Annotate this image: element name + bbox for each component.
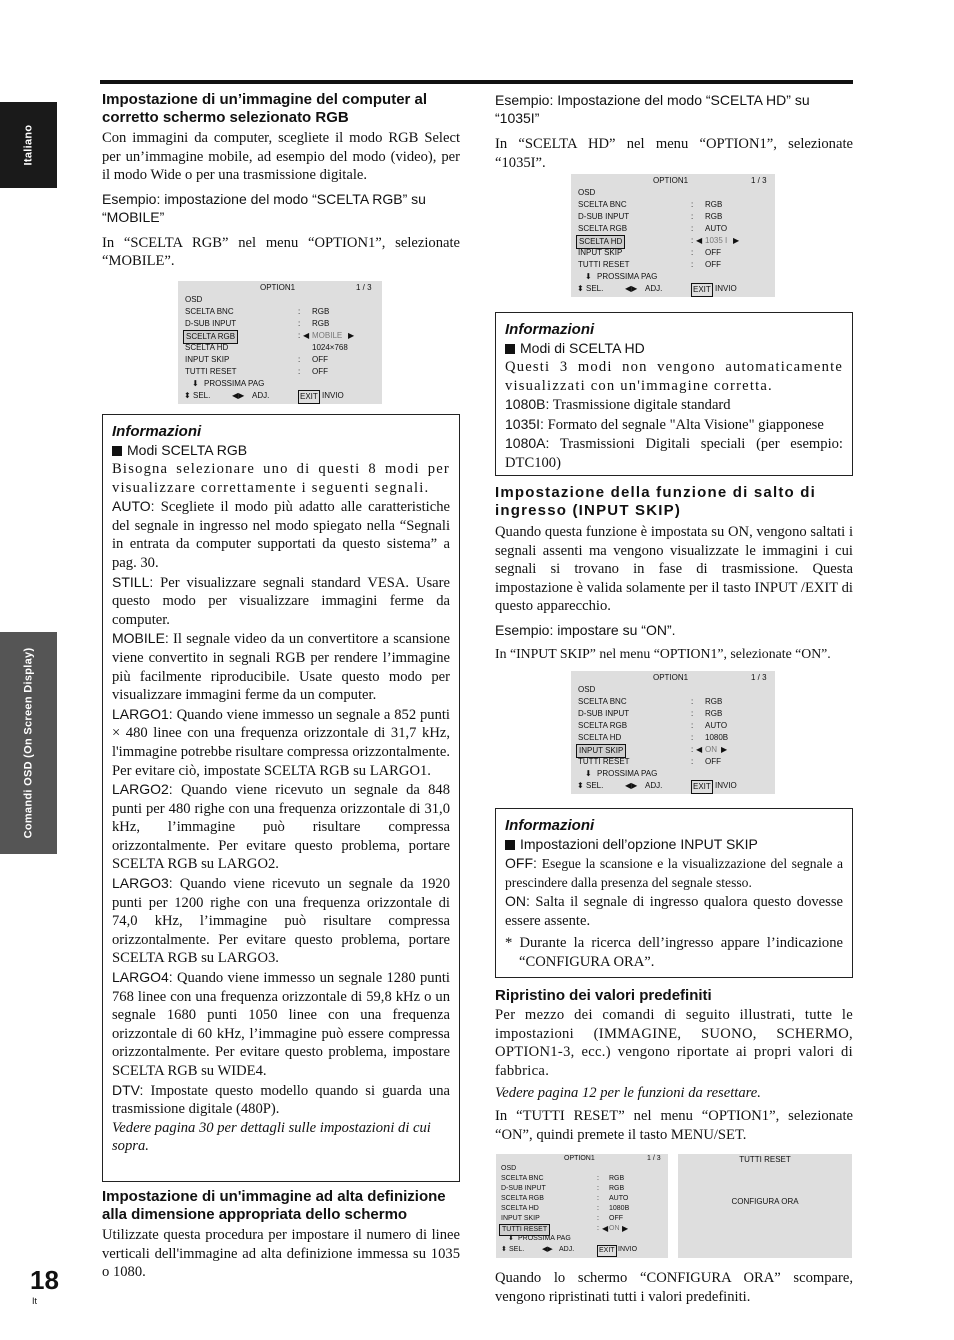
osd-colon: : xyxy=(691,224,694,233)
osd-value: 1080B xyxy=(705,733,729,742)
osd-value: OFF xyxy=(609,1215,623,1222)
right-arrow-icon: ▶ xyxy=(622,1224,629,1233)
osd-label: SCELTA HD xyxy=(578,733,622,742)
info-note: * Durante la ricerca dell’ingresso appare l’indicazione “CONFIGURA ORA”. xyxy=(505,935,843,970)
info-intro: Questi 3 modi non vengono automaticamente visualizzati con un'immagine corretta. xyxy=(505,359,843,394)
para-reset-ref: Vedere pagina 12 per le funzioni da resettare. xyxy=(495,1085,761,1102)
down-arrow-icon: ⬇ xyxy=(192,379,199,388)
info-subtitle: Modi SCELTA RGB xyxy=(127,442,248,458)
right-column-final xyxy=(495,1269,853,1306)
osd-colon: : xyxy=(597,1215,599,1222)
osd-value: 1024×768 xyxy=(312,343,348,352)
osd-item-osd: OSD xyxy=(501,1165,517,1172)
heading-rgb-select: Impostazione di un’immagine del computer al corretto schermo selezionato RGB xyxy=(102,91,428,126)
osd-value: RGB xyxy=(705,709,723,718)
osd-colon: : xyxy=(691,721,694,730)
osd-label-selected[interactable]: INPUT SKIP xyxy=(576,744,626,758)
osd-colon: : xyxy=(691,745,694,754)
info-item-1035i xyxy=(505,415,843,435)
info-note: Vedere pagina 30 per dettagli sulle impostazioni di cui sopra. xyxy=(112,1119,431,1155)
example-skip: Esempio: impostare su “ON”. xyxy=(495,621,676,638)
reset-screen-title: TUTTI RESET xyxy=(739,1155,791,1164)
osd-exit: EXIT xyxy=(298,390,320,404)
left-arrow-icon: ◀ xyxy=(696,745,703,754)
osd-value-selected: ON xyxy=(609,1225,620,1232)
info-title: Informazioni xyxy=(505,321,595,338)
info-item-off xyxy=(505,854,843,892)
osd-label: SCELTA HD xyxy=(501,1205,539,1212)
osd-page: 1 / 3 xyxy=(647,1155,661,1162)
osd-item-osd: OSD xyxy=(578,685,596,694)
osd-colon: : xyxy=(597,1195,599,1202)
osd-colon: : xyxy=(298,355,301,364)
info-item-auto xyxy=(112,497,450,572)
info-text: Salta il segnale di ingresso qualora questo dovesse essere assente. xyxy=(505,894,843,929)
osd-page: 1 / 3 xyxy=(751,176,767,185)
osd-colon: : xyxy=(597,1175,599,1182)
osd-invio: INVIO xyxy=(618,1246,638,1253)
example-hd: Esempio: Impostazione del modo “SCELTA HD” su “1035I” xyxy=(495,92,810,126)
osd-label: D-SUB INPUT xyxy=(501,1185,546,1192)
down-arrow-icon: ⬇ xyxy=(585,769,592,778)
osd-adj: ADJ. xyxy=(645,781,663,790)
info-box-rgb xyxy=(102,414,460,1182)
osd-menu-reset xyxy=(496,1154,668,1258)
osd-label: D-SUB INPUT xyxy=(185,319,237,328)
info-box-skip xyxy=(495,808,853,978)
osd-value: RGB xyxy=(312,307,330,316)
info-subtitle: Impostazioni dell’opzione INPUT SKIP xyxy=(520,836,758,852)
square-bullet-icon xyxy=(505,344,515,354)
osd-label: SCELTA HD xyxy=(185,343,229,352)
info-term: MOBILE: xyxy=(112,630,169,647)
osd-colon: : xyxy=(298,307,301,316)
heading-input-skip: Impostazione della funzione di salto di ingresso (INPUT SKIP) xyxy=(495,484,816,519)
info-text: Per visualizzare segnali standard VESA. Usare questo modo per visualizzare immagini ferme da computer. xyxy=(112,574,450,628)
osd-title: OPTION1 xyxy=(653,673,689,682)
osd-adj: ADJ. xyxy=(645,284,663,293)
osd-value: RGB xyxy=(705,697,723,706)
osd-invio: INVIO xyxy=(715,284,737,293)
osd-label: SCELTA BNC xyxy=(501,1175,544,1182)
osd-value: RGB xyxy=(312,319,330,328)
osd-menu-hd xyxy=(571,174,775,297)
osd-colon: : xyxy=(597,1225,599,1232)
info-item-largo2 xyxy=(112,780,450,874)
osd-menu-rgb xyxy=(178,281,382,404)
info-item-1080a xyxy=(505,434,843,472)
osd-label: D-SUB INPUT xyxy=(578,212,630,221)
osd-colon: : xyxy=(691,733,694,742)
info-term: LARGO3: xyxy=(112,875,173,892)
osd-exit: EXIT xyxy=(691,780,713,794)
para-rgb-instr: In “SCELTA RGB” nel menu “OPTION1”, selezionate “MOBILE”. xyxy=(102,234,460,270)
osd-colon: : xyxy=(691,212,694,221)
osd-sel: SEL. xyxy=(193,391,211,400)
osd-adj: ADJ. xyxy=(559,1246,575,1253)
osd-next: PROSSIMA PAG xyxy=(204,379,265,388)
info-term: ON: xyxy=(505,893,530,910)
info-item-largo1 xyxy=(112,705,450,780)
leftright-arrow-icon: ◀▶ xyxy=(625,284,638,293)
left-arrow-icon: ◀ xyxy=(303,331,310,340)
osd-label: INPUT SKIP xyxy=(578,248,623,257)
info-term: 1080B: xyxy=(505,396,550,413)
info-item-still xyxy=(112,573,450,630)
osd-value: AUTO xyxy=(705,224,728,233)
osd-colon: : xyxy=(691,248,694,257)
osd-label: SCELTA RGB xyxy=(578,224,628,233)
osd-label: D-SUB INPUT xyxy=(578,709,630,718)
right-arrow-icon: ▶ xyxy=(721,745,728,754)
info-item-largo4 xyxy=(112,968,450,1081)
leftright-arrow-icon: ◀▶ xyxy=(542,1246,553,1253)
para-reset-intro: Per mezzo dei comandi di seguito illustrati, tutte le impostazioni (IMMAGINE, SUONO, SCHERMO, OPTION1-3, ecc.) vengono riportate ai propri valori di fabbrica. xyxy=(495,1007,853,1079)
osd-value-selected: ON xyxy=(705,745,717,754)
osd-next: PROSSIMA PAG xyxy=(597,272,658,281)
osd-value: OFF xyxy=(312,355,328,364)
osd-colon: : xyxy=(298,331,301,340)
osd-value: RGB xyxy=(609,1175,625,1182)
info-text: Quando viene ricevuto un segnale da 1920 punti per 1200 righe con una frequenza orizzontale di 74,0 kHz, l’immagine può risultare compressa orizzontalmente. Per evitare questo problema, portare SCELTA RGB su LARGO3. xyxy=(112,876,451,967)
example-rgb: Esempio: impostazione del modo “SCELTA RGB” su “MOBILE” xyxy=(102,190,426,225)
left-arrow-icon: ◀ xyxy=(602,1224,609,1233)
osd-exit: EXIT xyxy=(691,283,713,297)
leftright-arrow-icon: ◀▶ xyxy=(232,391,245,400)
osd-value: AUTO xyxy=(705,721,728,730)
info-term: OFF: xyxy=(505,855,537,871)
info-term: AUTO: xyxy=(112,498,155,515)
info-text: Trasmissioni Digitali speciali (per esempio: DTC100) xyxy=(505,436,843,471)
info-term: 1035I: xyxy=(505,415,544,432)
osd-colon: : xyxy=(691,709,694,718)
osd-label: SCELTA BNC xyxy=(185,307,234,316)
osd-value: RGB xyxy=(609,1185,625,1192)
page-lang-code: It xyxy=(32,1296,38,1306)
osd-title: OPTION1 xyxy=(564,1155,595,1162)
osd-value: 1080B xyxy=(609,1205,630,1212)
info-text: Formato del segnale "Alta Visione" giapponese xyxy=(547,416,824,433)
info-intro: Bisogna selezionare uno di questi 8 modi per visualizzare correttamente i seguenti segnali. xyxy=(112,461,450,496)
info-title: Informazioni xyxy=(112,423,202,440)
osd-label-selected[interactable]: SCELTA RGB xyxy=(183,330,238,344)
osd-next: PROSSIMA PAG xyxy=(597,769,658,778)
osd-item-osd: OSD xyxy=(185,295,203,304)
osd-page: 1 / 3 xyxy=(356,283,372,292)
leftright-arrow-icon: ◀▶ xyxy=(625,781,638,790)
para-skip-instr: In “INPUT SKIP” nel menu “OPTION1”, selezionate “ON”. xyxy=(495,645,831,661)
info-title: Informazioni xyxy=(505,817,595,834)
language-tab xyxy=(0,102,57,188)
left-column xyxy=(102,91,460,271)
info-term: DTV: xyxy=(112,1081,144,1098)
para-reset-instr: In “TUTTI RESET” nel menu “OPTION1”, selezionate “ON”, quindi premete il tasto MENU/SET. xyxy=(495,1107,853,1143)
info-text: Quando viene immesso un segnale a 852 punti × 480 linee con una frequenza orizzontale di 31,7 kHz, l'immagine potrebbe risultare compressa orizzontalmente. Per evitare ciò, impostate SCELTA RGB su LARGO1. xyxy=(112,706,450,779)
osd-label: SCELTA RGB xyxy=(501,1195,544,1202)
osd-colon: : xyxy=(691,757,694,766)
osd-value: OFF xyxy=(312,367,328,376)
osd-label: TUTTI RESET xyxy=(185,367,237,376)
language-tab-label: Italiano xyxy=(22,124,35,166)
info-term: LARGO4: xyxy=(112,969,173,986)
osd-invio: INVIO xyxy=(715,781,737,790)
down-arrow-icon: ⬇ xyxy=(585,272,592,281)
para-rgb-intro: Con immagini da computer, scegliete il modo RGB Select per un’immagine mobile, ad esempio del modo (video), per il modo Wide o per una trasmissione digitale. xyxy=(102,130,460,184)
info-text: Quando viene ricevuto un segnale da 848 punti per 480 righe con una frequenza orizzontale di 31,0 kHz, l’immagine può risultare compressa orizzontalmente. Per evitare questo problema, portare SCELTA RGB su LARGO2. xyxy=(112,782,451,873)
info-item-1080b xyxy=(505,395,843,415)
osd-label: SCELTA RGB xyxy=(578,721,628,730)
info-subtitle: Modi di SCELTA HD xyxy=(520,340,645,356)
right-arrow-icon: ▶ xyxy=(733,236,740,245)
osd-colon: : xyxy=(691,200,694,209)
osd-value: RGB xyxy=(705,212,723,221)
osd-colon: : xyxy=(691,236,694,245)
left-column-bottom xyxy=(102,1188,460,1282)
right-arrow-icon: ▶ xyxy=(348,331,355,340)
info-item-on xyxy=(505,892,843,930)
down-arrow-icon: ⬇ xyxy=(508,1235,514,1242)
osd-value-selected: MOBILE xyxy=(312,331,343,340)
info-text: Esegue la scansione e la visualizzazione del segnale a prescindere dalla presenza del segnale stesso. xyxy=(505,856,843,890)
heading-hd: Impostazione di un'immagine ad alta definizione alla dimensione appropriata dello schermo xyxy=(102,1188,446,1223)
info-text: Trasmissione digitale standard xyxy=(552,397,731,414)
info-term: LARGO2: xyxy=(112,781,173,798)
right-column-top xyxy=(495,91,853,172)
osd-colon: : xyxy=(298,367,301,376)
updown-arrow-icon: ⬍ xyxy=(184,391,191,400)
osd-menu-skip xyxy=(571,671,775,794)
osd-invio: INVIO xyxy=(322,391,344,400)
osd-colon: : xyxy=(691,697,694,706)
osd-label-selected[interactable]: TUTTI RESET xyxy=(499,1224,550,1236)
section-tab-label: Comandi OSD (On Screen Display) xyxy=(22,647,35,839)
osd-label: INPUT SKIP xyxy=(185,355,230,364)
osd-item-osd: OSD xyxy=(578,188,596,197)
osd-value: OFF xyxy=(705,260,721,269)
info-term: 1080A: xyxy=(505,435,550,452)
para-skip-intro: Quando questa funzione è impostata su ON, vengono saltati i segnali assenti ma vengono visualizzate le immagini i cui segnali si trovano in fase di trasmissione. Questa impostazione è valida solamente per il tasto INPUT /EXIT di questo apparecchio. xyxy=(495,524,853,615)
info-term: STILL: xyxy=(112,573,154,590)
reset-screen xyxy=(678,1154,852,1258)
osd-title: OPTION1 xyxy=(653,176,689,185)
osd-colon: : xyxy=(597,1185,599,1192)
info-item-largo3 xyxy=(112,874,450,968)
info-text: Il segnale video da un convertitore a scansione viene convertito in segnali RGB per rendere l’immagine più facilmente riproducibile. Usate questo modo per visualizzare immagini ferme da un computer. xyxy=(112,631,450,704)
osd-next: PROSSIMA PAG xyxy=(518,1235,571,1242)
osd-label: TUTTI RESET xyxy=(578,757,630,766)
updown-arrow-icon: ⬍ xyxy=(577,284,584,293)
heading-reset: Ripristino dei valori predefiniti xyxy=(495,987,712,1004)
osd-colon: : xyxy=(298,319,301,328)
osd-page: 1 / 3 xyxy=(751,673,767,682)
updown-arrow-icon: ⬍ xyxy=(501,1246,507,1253)
osd-value: AUTO xyxy=(609,1195,629,1202)
reset-screen-message: CONFIGURA ORA xyxy=(731,1197,799,1206)
info-box-hd xyxy=(495,312,853,476)
info-text: Scegliete il modo più adatto alle caratteristiche del segnale in ingresso nel modo spiegato nella “Segnali in entrata da computer supportati da questo sistema” a pag. 30. xyxy=(112,499,450,571)
osd-colon: : xyxy=(597,1205,599,1212)
osd-label: INPUT SKIP xyxy=(501,1215,540,1222)
osd-sel: SEL. xyxy=(586,284,604,293)
para-hd-intro: Utilizzate questa procedura per impostare il numero di linee verticali dell'immagine ad alta definizione immessa su 1035 o 1080. xyxy=(102,1227,460,1281)
osd-label-selected[interactable]: SCELTA HD xyxy=(576,235,625,249)
osd-colon: : xyxy=(691,260,694,269)
info-item-dtv xyxy=(112,1081,450,1119)
osd-exit: EXIT xyxy=(597,1245,617,1257)
updown-arrow-icon: ⬍ xyxy=(577,781,584,790)
para-hd-instr: In “SCELTA HD” nel menu “OPTION1”, selezionate “1035I”. xyxy=(495,136,853,171)
osd-title: OPTION1 xyxy=(260,283,296,292)
left-arrow-icon: ◀ xyxy=(696,236,703,245)
osd-label: SCELTA BNC xyxy=(578,697,627,706)
osd-sel: SEL. xyxy=(509,1246,525,1253)
square-bullet-icon xyxy=(505,840,515,850)
para-reset-done: Quando lo schermo “CONFIGURA ORA” scompare, vengono ripristinati tutti i valori predefiniti. xyxy=(495,1270,853,1305)
osd-sel: SEL. xyxy=(586,781,604,790)
osd-value: RGB xyxy=(705,200,723,209)
top-rule xyxy=(100,80,853,84)
osd-label: SCELTA BNC xyxy=(578,200,627,209)
page-number: 18 xyxy=(30,1265,59,1295)
osd-value: OFF xyxy=(705,757,721,766)
right-column-skip xyxy=(495,484,853,664)
osd-label: TUTTI RESET xyxy=(578,260,630,269)
osd-value: OFF xyxy=(705,248,721,257)
osd-value-selected: 1035 I xyxy=(705,236,728,245)
section-tab xyxy=(0,632,57,854)
osd-adj: ADJ. xyxy=(252,391,270,400)
info-text: Quando viene immesso un segnale 1280 punti 768 linee con una frequenza orizzontale di 59,8 kHz o un segnale 1680 punti 1050 linee con una frequenza orizzontale di 60 kHz, l’immagine può essere compressa orizzontalmente. Per evitare questo problema, impostare SCELTA RGB su WIDE4. xyxy=(112,970,450,1079)
info-term: LARGO1: xyxy=(112,705,173,722)
info-text: Impostate questo modello quando si guarda una trasmissione digitale (480P). xyxy=(112,1082,451,1118)
right-column-reset xyxy=(495,987,853,1144)
info-item-mobile xyxy=(112,629,450,704)
square-bullet-icon xyxy=(112,446,122,456)
